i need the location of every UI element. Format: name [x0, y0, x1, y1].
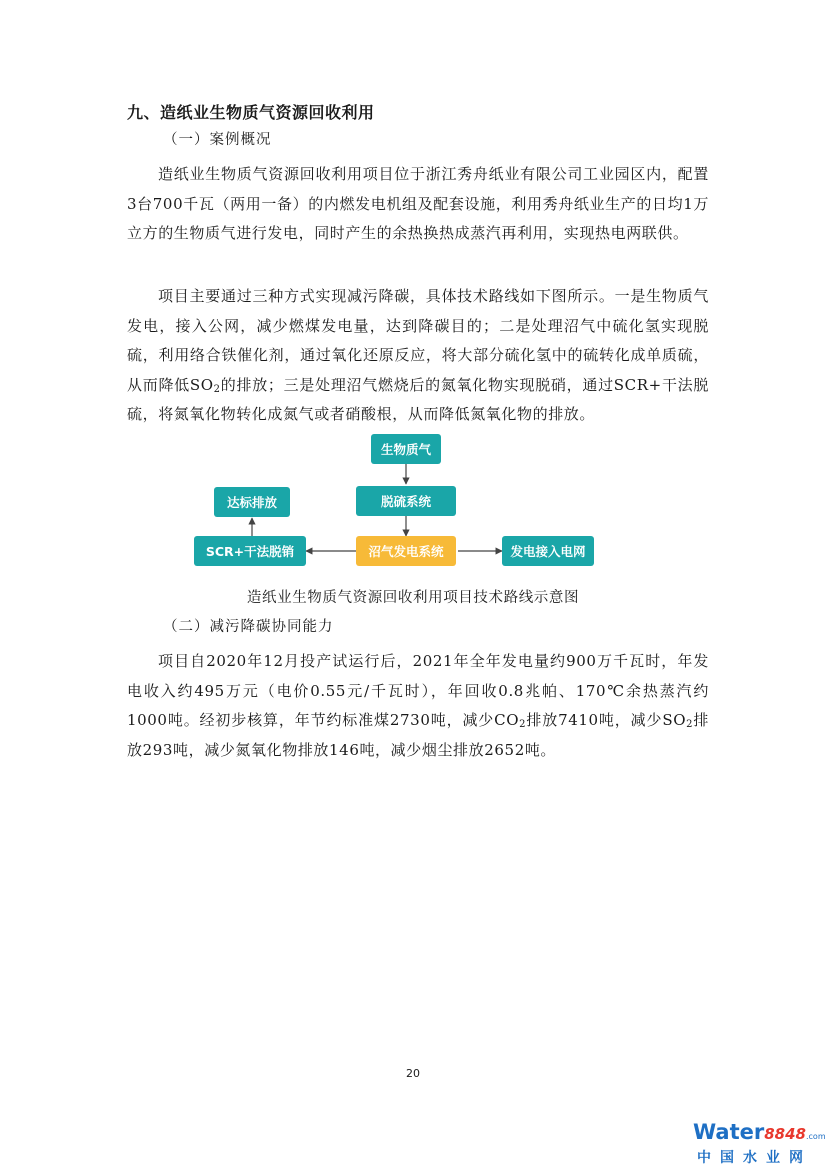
synergy-text-3: 排放293吨，减少氮氧化物排放146吨，减少烟尘排放2652吨。	[127, 711, 709, 759]
synergy-text-1: 项目自2020年12月投产试运行后，2021年全年发电量约900万千瓦时，年发电收入约495万元（电价0.55元/千瓦时），年回收0.8兆帕、170℃余热蒸汽约1000吨。经初步核算，年节约标准煤2730吨，减少CO	[127, 652, 709, 729]
node-scr-denitration: SCR+干法脱销	[194, 536, 306, 566]
node-biogas-generator: 沼气发电系统	[356, 536, 456, 566]
page-number: 20	[406, 1067, 420, 1080]
case-heading: （一）案例概况	[163, 132, 272, 148]
synergy-paragraph	[127, 647, 709, 765]
node-biogas: 生物质气	[371, 434, 441, 464]
case-paragraph-1: 造纸业生物质气资源回收利用项目位于浙江秀舟纸业有限公司工业园区内，配置3台700千瓦（两用一备）的内燃发电机组及配套设施，利用秀舟纸业生产的日均1万立方的生物质气进行发电，同时产生的余热换热成蒸汽再利用，实现热电两联供。	[127, 165, 709, 242]
watermark-number: 8848	[764, 1125, 806, 1143]
subscript: 2	[519, 719, 527, 730]
synergy-text-2: 排放7410吨，减少SO	[526, 711, 687, 729]
watermark-cn: 中国水业网	[697, 1150, 812, 1166]
figure-caption: 造纸业生物质气资源回收利用项目技术路线示意图	[246, 590, 580, 606]
section-title: 九、造纸业生物质气资源回收利用	[127, 103, 375, 122]
tech-route-diagram	[190, 430, 610, 580]
node-desulfur-system: 脱硫系统	[356, 486, 456, 516]
node-grid-connection: 发电接入电网	[502, 536, 594, 566]
case-paragraph-2-text-a: 项目主要通过三种方式实现减污降碳，具体技术路线如下图所示。一是生物质气发电，接入公网，减少燃煤发电量，达到降碳目的；二是处理沼气中硫化氢实现脱硫，利用络合铁催化剂，通过氧化还原反应，将大部分硫化氢中的硫转化成单质硫，从而降低SO	[127, 287, 709, 394]
case-paragraph-2-text-b: 的排放；三是处理沼气燃烧后的氮氧化物实现脱硝，通过SCR+干法脱硫，将氮氧化物转化成氮气或者硝酸根，从而降低氮氧化物的排放。	[127, 375, 709, 423]
subscript: 2	[213, 383, 221, 395]
watermark-domain: .com	[805, 1132, 826, 1141]
case-paragraph-2	[127, 282, 709, 430]
synergy-heading: （二）减污降碳协同能力	[163, 619, 334, 635]
subscript: 2	[686, 719, 694, 730]
watermark-brand: Water	[693, 1120, 765, 1144]
watermark-logo	[693, 1120, 826, 1166]
node-compliant-emission: 达标排放	[214, 487, 290, 517]
